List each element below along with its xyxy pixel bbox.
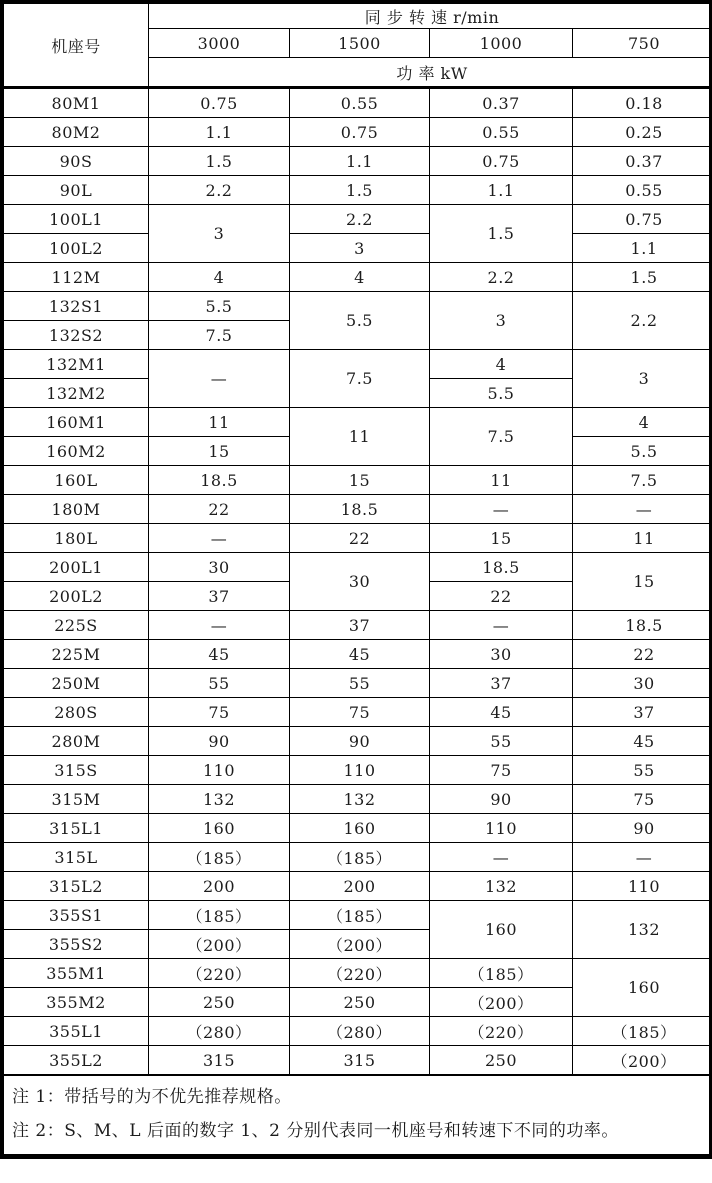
power-value-cell: 1.1	[290, 147, 430, 176]
table-row	[4, 234, 712, 263]
table-row	[4, 147, 712, 176]
table-row	[4, 1046, 712, 1076]
power-value-cell: 1.5	[430, 205, 573, 263]
power-value-cell: 5.5	[430, 379, 573, 408]
power-value-cell: 3	[430, 292, 573, 350]
power-value-cell: 0.55	[430, 118, 573, 147]
speed-column-header: 1500	[290, 29, 430, 58]
power-value-cell: 7.5	[430, 408, 573, 466]
power-value-cell: （185）	[573, 1017, 712, 1046]
table-row	[4, 350, 712, 379]
power-value-cell: 30	[290, 553, 430, 611]
notes-row	[4, 1075, 712, 1155]
table-row	[4, 408, 712, 437]
power-value-cell: —	[149, 611, 290, 640]
power-value-cell: 90	[573, 814, 712, 843]
frame-size-cell: 80M1	[4, 88, 149, 118]
power-value-cell: —	[430, 843, 573, 872]
frame-size-cell: 80M2	[4, 118, 149, 147]
power-value-cell: 7.5	[290, 350, 430, 408]
power-value-cell: 45	[573, 727, 712, 756]
frame-size-cell: 112M	[4, 263, 149, 292]
synchronous-speed-group-header: 同 步 转 速 r/min	[149, 4, 712, 29]
power-value-cell: —	[149, 524, 290, 553]
frame-size-cell: 160M1	[4, 408, 149, 437]
frame-size-cell: 280S	[4, 698, 149, 727]
frame-size-cell: 315L	[4, 843, 149, 872]
power-value-cell: （185）	[430, 959, 573, 988]
power-value-cell: —	[149, 350, 290, 408]
power-value-cell: 2.2	[290, 205, 430, 234]
power-value-cell: 0.55	[290, 88, 430, 118]
power-value-cell: 1.5	[149, 147, 290, 176]
frame-size-cell: 200L1	[4, 553, 149, 582]
power-value-cell: 315	[290, 1046, 430, 1076]
power-value-cell: 4	[573, 408, 712, 437]
frame-size-cell: 90S	[4, 147, 149, 176]
power-value-cell: 11	[430, 466, 573, 495]
table-row	[4, 466, 712, 495]
power-value-cell: （280）	[149, 1017, 290, 1046]
power-value-cell: 22	[573, 640, 712, 669]
frame-size-cell: 132S2	[4, 321, 149, 350]
power-value-cell: 160	[290, 814, 430, 843]
power-value-cell: 0.75	[149, 88, 290, 118]
power-value-cell: （185）	[290, 843, 430, 872]
power-value-cell: 3	[573, 350, 712, 408]
table-row	[4, 640, 712, 669]
frame-size-cell: 250M	[4, 669, 149, 698]
speed-column-header: 3000	[149, 29, 290, 58]
frame-size-cell: 100L1	[4, 205, 149, 234]
power-value-cell: —	[430, 611, 573, 640]
power-value-cell: 75	[290, 698, 430, 727]
frame-number-column-header: 机座号	[4, 4, 149, 88]
table-footnotes	[4, 1075, 712, 1155]
power-value-cell: 0.37	[573, 147, 712, 176]
power-value-cell: 11	[290, 408, 430, 466]
power-value-cell: 7.5	[573, 466, 712, 495]
table-row	[4, 785, 712, 814]
power-value-cell: 18.5	[149, 466, 290, 495]
power-value-cell: （200）	[290, 930, 430, 959]
power-value-cell: 0.25	[573, 118, 712, 147]
power-value-cell: 11	[573, 524, 712, 553]
power-value-cell: 2.2	[149, 176, 290, 205]
power-value-cell: 90	[290, 727, 430, 756]
frame-size-cell: 355M1	[4, 959, 149, 988]
power-value-cell: 110	[149, 756, 290, 785]
power-value-cell: 110	[573, 872, 712, 901]
table-row	[4, 959, 712, 988]
power-value-cell: 45	[149, 640, 290, 669]
frame-size-cell: 315L1	[4, 814, 149, 843]
power-value-cell: 37	[430, 669, 573, 698]
power-value-cell: 160	[149, 814, 290, 843]
table-row	[4, 205, 712, 234]
speed-column-header: 750	[573, 29, 712, 58]
table-row	[4, 263, 712, 292]
header-row-speed-group	[4, 4, 712, 29]
table-row	[4, 176, 712, 205]
power-value-cell: 22	[290, 524, 430, 553]
frame-size-cell: 355L2	[4, 1046, 149, 1076]
power-value-cell: 22	[149, 495, 290, 524]
power-value-cell: 0.75	[290, 118, 430, 147]
power-value-cell: （220）	[430, 1017, 573, 1046]
power-value-cell: 37	[290, 611, 430, 640]
power-value-cell: 3	[149, 205, 290, 263]
table-header	[4, 4, 712, 88]
frame-size-cell: 355S1	[4, 901, 149, 930]
table-row	[4, 814, 712, 843]
table-body	[4, 88, 712, 1076]
table-row	[4, 727, 712, 756]
table-row	[4, 292, 712, 321]
frame-size-cell: 180M	[4, 495, 149, 524]
table-row	[4, 1017, 712, 1046]
power-value-cell: 90	[430, 785, 573, 814]
power-value-cell: 18.5	[430, 553, 573, 582]
power-kw-header: 功 率 kW	[149, 58, 712, 88]
power-value-cell: 132	[430, 872, 573, 901]
power-value-cell: 5.5	[290, 292, 430, 350]
frame-size-cell: 225M	[4, 640, 149, 669]
power-value-cell: 110	[290, 756, 430, 785]
power-value-cell: 2.2	[430, 263, 573, 292]
note-1: 注 1：带括号的为不优先推荐规格。	[12, 1087, 292, 1107]
frame-size-cell: 90L	[4, 176, 149, 205]
power-value-cell: 1.1	[149, 118, 290, 147]
power-value-cell: 55	[149, 669, 290, 698]
power-value-cell: 55	[290, 669, 430, 698]
power-value-cell: 3	[290, 234, 430, 263]
power-value-cell: 37	[573, 698, 712, 727]
power-value-cell: 75	[149, 698, 290, 727]
speed-column-header: 1000	[430, 29, 573, 58]
power-value-cell: 200	[149, 872, 290, 901]
frame-size-cell: 160M2	[4, 437, 149, 466]
frame-size-cell: 132M2	[4, 379, 149, 408]
power-value-cell: —	[573, 843, 712, 872]
frame-size-cell: 225S	[4, 611, 149, 640]
power-value-cell: 4	[149, 263, 290, 292]
power-value-cell: 55	[430, 727, 573, 756]
frame-size-cell: 132S1	[4, 292, 149, 321]
table-row	[4, 901, 712, 930]
power-value-cell: （185）	[149, 901, 290, 930]
power-value-cell: 30	[573, 669, 712, 698]
frame-size-cell: 355S2	[4, 930, 149, 959]
power-value-cell: 90	[149, 727, 290, 756]
power-value-cell: （185）	[149, 843, 290, 872]
power-value-cell: 5.5	[149, 292, 290, 321]
power-value-cell: —	[430, 495, 573, 524]
frame-size-cell: 355L1	[4, 1017, 149, 1046]
table-row	[4, 669, 712, 698]
power-value-cell: 15	[430, 524, 573, 553]
table-row	[4, 553, 712, 582]
power-value-cell: 4	[290, 263, 430, 292]
power-value-cell: 160	[573, 959, 712, 1017]
power-value-cell: 18.5	[573, 611, 712, 640]
frame-size-cell: 100L2	[4, 234, 149, 263]
frame-size-cell: 200L2	[4, 582, 149, 611]
power-value-cell: （220）	[149, 959, 290, 988]
power-value-cell: 0.37	[430, 88, 573, 118]
power-value-cell: 200	[290, 872, 430, 901]
power-value-cell: 4	[430, 350, 573, 379]
power-value-cell: （200）	[573, 1046, 712, 1076]
table-row	[4, 495, 712, 524]
frame-size-cell: 280M	[4, 727, 149, 756]
power-value-cell: 0.18	[573, 88, 712, 118]
power-value-cell: 0.75	[573, 205, 712, 234]
frame-size-cell: 315S	[4, 756, 149, 785]
power-value-cell: 55	[573, 756, 712, 785]
power-value-cell: 30	[149, 553, 290, 582]
frame-size-cell: 180L	[4, 524, 149, 553]
power-value-cell: 2.2	[573, 292, 712, 350]
power-value-cell: 30	[430, 640, 573, 669]
power-value-cell: 1.1	[573, 234, 712, 263]
power-value-cell: 0.55	[573, 176, 712, 205]
frame-size-cell: 160L	[4, 466, 149, 495]
power-value-cell: 132	[149, 785, 290, 814]
power-value-cell: 45	[290, 640, 430, 669]
table-row	[4, 88, 712, 118]
power-value-cell: 132	[573, 901, 712, 959]
frame-size-cell: 315L2	[4, 872, 149, 901]
power-value-cell: —	[573, 495, 712, 524]
power-value-cell: 75	[573, 785, 712, 814]
power-value-cell: 75	[430, 756, 573, 785]
table-row	[4, 872, 712, 901]
power-value-cell: 37	[149, 582, 290, 611]
power-value-cell: （185）	[290, 901, 430, 930]
power-value-cell: 22	[430, 582, 573, 611]
power-value-cell: 132	[290, 785, 430, 814]
power-value-cell: 15	[149, 437, 290, 466]
power-value-cell: 250	[149, 988, 290, 1017]
motor-power-table	[3, 3, 712, 1155]
power-value-cell: 250	[430, 1046, 573, 1076]
table-row	[4, 698, 712, 727]
power-value-cell: 0.75	[430, 147, 573, 176]
power-value-cell: 15	[573, 553, 712, 611]
power-value-cell: 1.1	[430, 176, 573, 205]
power-value-cell: （200）	[430, 988, 573, 1017]
power-value-cell: 250	[290, 988, 430, 1017]
power-value-cell: （280）	[290, 1017, 430, 1046]
power-value-cell: 45	[430, 698, 573, 727]
power-value-cell: 11	[149, 408, 290, 437]
power-value-cell: 1.5	[573, 263, 712, 292]
frame-size-cell: 355M2	[4, 988, 149, 1017]
note-2: 注 2：S、M、L 后面的数字 1、2 分别代表同一机座号和转速下不同的功率。	[12, 1121, 619, 1141]
table-row	[4, 524, 712, 553]
power-value-cell: 15	[290, 466, 430, 495]
power-value-cell: 110	[430, 814, 573, 843]
power-value-cell: 5.5	[573, 437, 712, 466]
power-value-cell: 1.5	[290, 176, 430, 205]
frame-size-cell: 315M	[4, 785, 149, 814]
table-row	[4, 118, 712, 147]
table-row	[4, 843, 712, 872]
frame-size-cell: 132M1	[4, 350, 149, 379]
table-row	[4, 756, 712, 785]
power-value-cell: （220）	[290, 959, 430, 988]
power-value-cell: （200）	[149, 930, 290, 959]
notes-cell	[4, 1075, 712, 1155]
table-row	[4, 611, 712, 640]
power-value-cell: 160	[430, 901, 573, 959]
power-value-cell: 18.5	[290, 495, 430, 524]
power-value-cell: 7.5	[149, 321, 290, 350]
power-value-cell: 315	[149, 1046, 290, 1076]
